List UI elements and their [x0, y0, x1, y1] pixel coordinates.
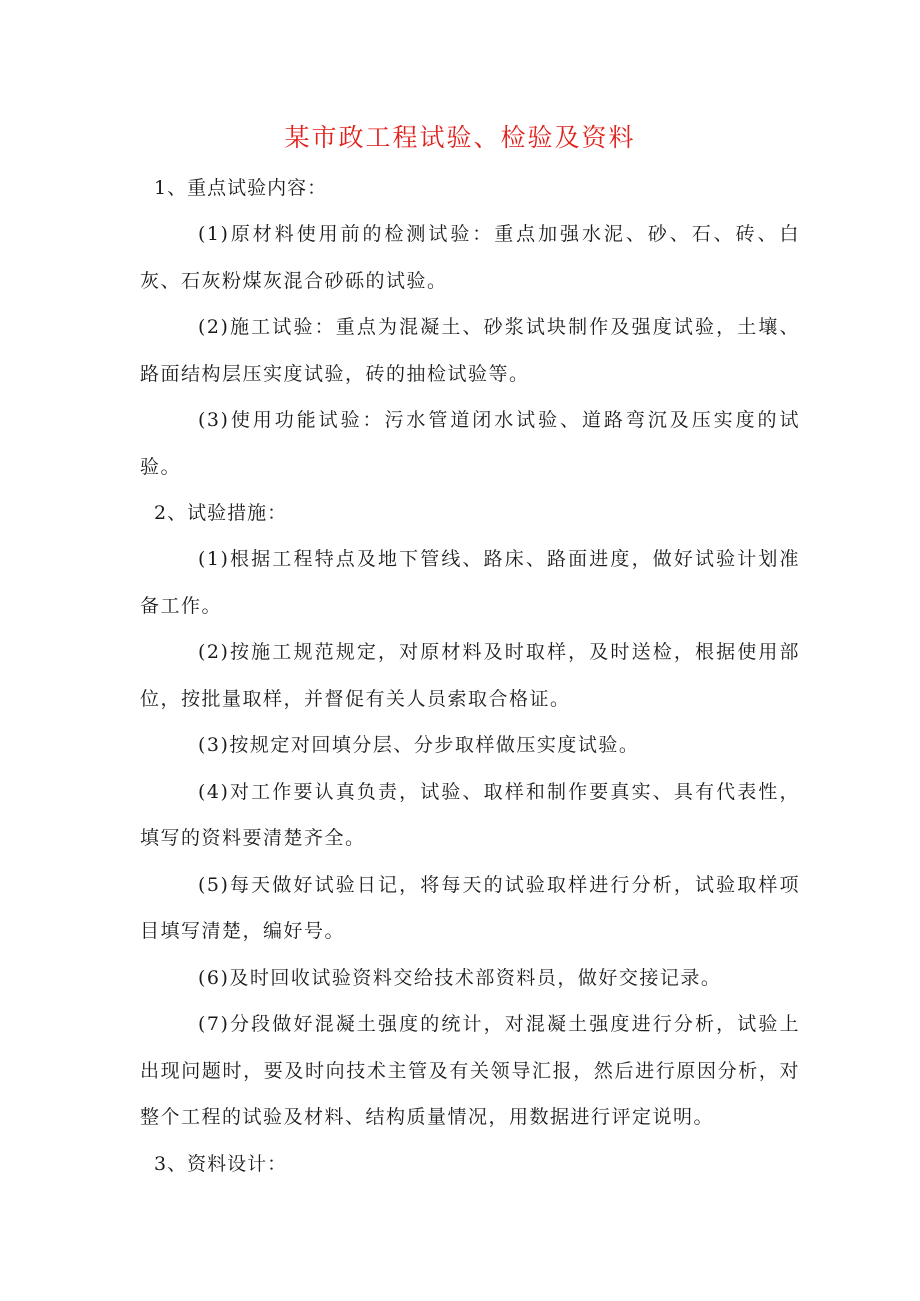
paragraph: (4)对工作要认真负责，试验、取样和制作要真实、具有代表性，填写的资料要清楚齐全。 — [140, 780, 800, 849]
section-heading: 2、试验措施： — [154, 502, 288, 524]
section-test-measures — [140, 490, 800, 1141]
section-document-design — [140, 1141, 800, 1187]
section-key-tests — [140, 165, 800, 490]
paragraph: (1)原材料使用前的检测试验：重点加强水泥、砂、石、砖、白灰、石灰粉煤灰混合砂砾的试验。 — [140, 223, 800, 292]
section-heading: 1、重点试验内容： — [154, 177, 328, 199]
paragraph: (3)按规定对回填分层、分步取样做压实度试验。 — [198, 734, 640, 756]
paragraph: (2)施工试验：重点为混凝土、砂浆试块制作及强度试验，土壤、路面结构层压实度试验，砖的抽检试验等。 — [140, 316, 800, 385]
document-body — [140, 165, 800, 1187]
paragraph: (3)使用功能试验：污水管道闭水试验、道路弯沉及压实度的试验。 — [140, 409, 800, 478]
paragraph: (2)按施工规范规定，对原材料及时取样，及时送检，根据使用部位，按批量取样，并督促有关人员索取合格证。 — [140, 641, 800, 710]
paragraph: (5)每天做好试验日记，将每天的试验取样进行分析，试验取样项目填写清楚，编好号。 — [140, 873, 800, 942]
document-title: 某市政工程试验、检验及资料 — [284, 123, 636, 152]
paragraph: (7)分段做好混凝土强度的统计，对混凝土强度进行分析，试验上出现问题时，要及时向技术主管及有关领导汇报，然后进行原因分析，对整个工程的试验及材料、结构质量情况，用数据进行评定说明。 — [140, 1013, 800, 1128]
paragraph: (6)及时回收试验资料交给技术部资料员，做好交接记录。 — [198, 966, 722, 989]
paragraph: (1)根据工程特点及地下管线、路床、路面进度，做好试验计划准备工作。 — [140, 548, 800, 617]
section-heading: 3、资料设计： — [154, 1152, 288, 1175]
